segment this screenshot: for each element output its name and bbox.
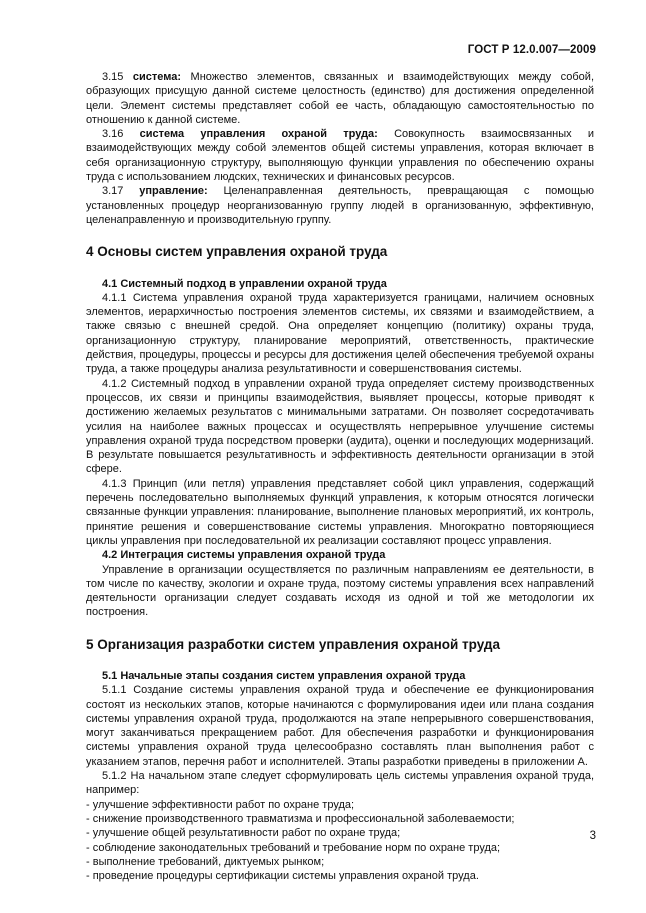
goal-list <box>86 798 594 884</box>
definition: Совокупность взаимосвязанных и взаимодействующих между собой элементов общей системы управления, которая включает в себя организационную структуру, выполняющую функции управления по обеспечению охраны труда с использованием людских, технических и финансовых ресурсов. <box>86 128 594 184</box>
standard-code: ГОСТ Р 12.0.007—2009 <box>467 44 596 56</box>
list-item: - снижение производственного травматизма и профессиональной заболеваемости; <box>86 812 515 825</box>
term: управление: <box>139 185 208 198</box>
list-item: - проведение процедуры сертификации системы управления охраной труда. <box>86 870 479 883</box>
clause-number: 3.15 <box>102 71 124 83</box>
section-heading-4: 4 Основы систем управления охраной труда <box>86 244 388 260</box>
page-number: 3 <box>589 830 596 842</box>
clause-number: 3.16 <box>102 128 124 141</box>
definition: Множество элементов, связанных и взаимодействующих между собой, образующих присущую данной системе целостность (единство) для достижения определенной цели. Элемент системы представляет собой ее часть, обладающую самостоятельностью по отношению к данной системе. <box>86 71 595 126</box>
list-item: - улучшение общей результативности работ по охране труда; <box>86 827 401 840</box>
list-item: - выполнение требований, диктуемых рынком; <box>86 855 325 868</box>
paragraph-4-1-1: 4.1.1 Система управления охраной труда характеризуется границами, наличием основных элементов, иерархичностью построения элементов системы, их связями и взаимодействием, а также связью с внешней средой. Она определяет концепцию (политику) охраны труда, организационную структуру, планирование мероприятий, ответственность, практические действия, процедуры, процессы и ресурсы для достижения целей обеспечения требуемой охраны труда, а также процедуры анализа результативности и совершенствования системы. <box>86 291 594 376</box>
page-content <box>86 70 594 883</box>
paragraph-3-17 <box>86 184 594 227</box>
list-item: - улучшение эффективности работ по охране труда; <box>86 798 355 811</box>
paragraph-5-1-2: 5.1.2 На начальном этапе следует сформулировать цель системы управления охраной труда, например: <box>86 770 594 797</box>
term: система: <box>132 71 182 83</box>
definition: Целенаправленная деятельность, превращающая с помощью установленных процедур неорганизованную группу людей в организованную, эффективную, целенаправленную и производительную группу. <box>86 185 595 226</box>
paragraph-3-15 <box>86 70 594 127</box>
term: система управления охраной труда: <box>139 128 378 141</box>
section-heading-5: 5 Организация разработки систем управления охраной труда <box>86 636 500 652</box>
paragraph-5-1-1: 5.1.1 Создание системы управления охраной труда и обеспечение ее функционирования состоят из нескольких этапов, которые начинаются с формулирования идеи или плана создания системы управления охраной труда, продолжаются на этапе непрерывного совершенствования, могут заканчиваться прекращением работ. Для обеспечения разработки и функционирования системы управления охраной труда целесообразно составлять план выполнения работ с указанием этапов, перечня работ и исполнителей. Этапы разработки приведены в приложении А. <box>86 684 594 768</box>
paragraph-4-1-2: 4.1.2 Системный подход в управлении охраной труда определяет систему производственных процессов, их связи и принципы взаимодействия, выявляет процессы, которые приводят к достижению желаемых результатов с минимальными затратами. Он позволяет сосредотачивать усилия на наиболее важных процессах и осуществлять непрерывное улучшение системы управления охраной труда посредством проверки (аудита), оценки и последующих модернизаций. В результате повышается результативность и эффективность деятельности организации в этой сфере. <box>86 377 594 476</box>
subsection-heading-5-1: 5.1 Начальные этапы создания систем управления охраной труда <box>102 669 466 682</box>
subsection-heading-4-1: 4.1 Системный подход в управлении охраной труда <box>102 277 387 290</box>
clause-number: 3.17 <box>102 185 124 198</box>
subsection-heading-4-2: 4.2 Интеграция системы управления охраной труда <box>102 549 386 562</box>
paragraph-4-1-3: 4.1.3 Принцип (или петля) управления представляет собой цикл управления, содержащий перечень последовательно выполняемых функций управления, к которым относятся логически связанные функции управления: планирование, выполнение плановых мероприятий, их контроль, принятие решения и совершенствование системы управления. Многократно повторяющиеся циклы управления при последовательной их реализации составляют процесс управления. <box>86 477 594 547</box>
list-item: - соблюдение законодательных требований и требование норм по охране труда; <box>86 841 501 854</box>
paragraph-4-2: Управление в организации осуществляется по различным направлениям ее деятельности, в том числе по качеству, экологии и охране труда, поэтому системы управления всех направлений деятельности организации следует создавать исходя из одной и той же методологии их построения. <box>86 563 594 619</box>
paragraph-3-16 <box>86 127 594 184</box>
